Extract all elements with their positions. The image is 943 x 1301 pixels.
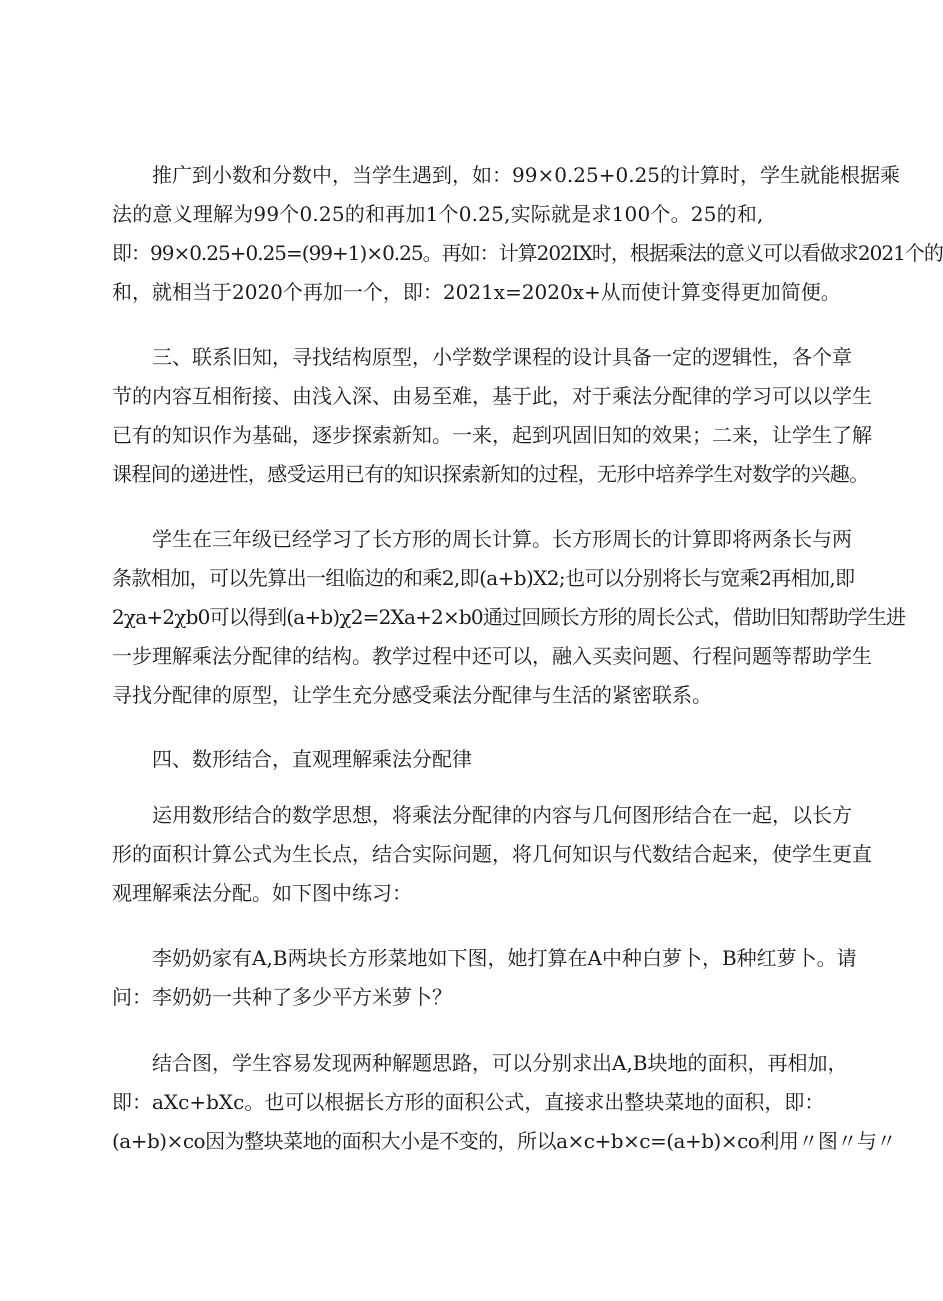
- text-line: 寻找分配律的原型，让学生充分感受乘法分配律与生活的紧密联系。: [112, 683, 712, 707]
- text-line: 2χa+2χb0可以得到(a+b)χ2=2Xa+2×b0通过回顾长方形的周长公式，借助旧知帮助学生进: [112, 605, 906, 629]
- text-line: 运用数形结合的数学思想，将乘法分配律的内容与几何图形结合在一起，以长方: [152, 803, 852, 827]
- text-line: 四、数形结合，直观理解乘法分配律: [152, 747, 472, 771]
- section-heading-four: [112, 740, 812, 779]
- text-line: 法的意义理解为99个0.25的和再加1个0.25,实际就是求100个。25的和,: [112, 202, 764, 226]
- text-line: 三、联系旧知，寻找结构原型，小学数学课程的设计具备一定的逻辑性，各个章: [152, 345, 852, 369]
- text-line: 即：99×0.25+0.25=(99+1)×0.25。再如：计算202IX时，根据乘法的意义可以看做求2021个的: [112, 241, 943, 265]
- text-line: 李奶奶家有A,B两块长方形菜地如下图，她打算在A中种白萝卜，B种红萝卜。请: [152, 946, 857, 970]
- text-line: 课程间的递进性，感受运用已有的知识探索新知的过程，无形中培养学生对数学的兴趣。: [112, 462, 869, 486]
- text-line: (a+b)×co因为整块菜地的面积大小是不变的，所以a×c+b×c=(a+b)×co利用〃图〃与〃: [112, 1129, 896, 1153]
- paragraph-section-three: [112, 338, 872, 494]
- text-line: 一步理解乘法分配律的结构。教学过程中还可以，融入买卖问题、行程问题等帮助学生: [112, 644, 872, 668]
- paragraph-number-shape: [112, 796, 872, 913]
- paragraph-decimals-fractions: [112, 156, 943, 312]
- text-line: 即：aXc+bXc。也可以根据长方形的面积公式，直接求出整块菜地的面积，即：: [112, 1090, 825, 1114]
- text-line: 问：李奶奶一共种了多少平方米萝卜？: [112, 985, 452, 1009]
- paragraph-perimeter: [112, 520, 906, 715]
- text-line: 条款相加，可以先算出一组临边的和乘2,即(a+b)X2;也可以分别将长与宽乘2再相加,即: [112, 566, 855, 590]
- text-line: 节的内容互相衔接、由浅入深、由易至难，基于此，对于乘法分配律的学习可以以学生: [112, 384, 872, 408]
- text-line: 观理解乘法分配。如下图中练习：: [112, 881, 412, 905]
- paragraph-solution: [112, 1044, 896, 1161]
- text-line: 形的面积计算公式为生长点，结合实际问题，将几何知识与代数结合起来，使学生更直: [112, 842, 872, 866]
- paragraph-exercise: [112, 939, 857, 1017]
- text-line: 学生在三年级已经学习了长方形的周长计算。长方形周长的计算即将两条长与两: [152, 527, 852, 551]
- text-line: 已有的知识作为基础，逐步探索新知。一来，起到巩固旧知的效果；二来，让学生了解: [112, 423, 872, 447]
- text-line: 结合图，学生容易发现两种解题思路，可以分别求出A,B块地的面积，再相加，: [152, 1051, 848, 1075]
- text-line: 和，就相当于2020个再加一个，即：2021x=2020x+从而使计算变得更加简便。: [112, 280, 841, 304]
- text-line: 推广到小数和分数中，当学生遇到，如：99×0.25+0.25的计算时，学生就能根据乘: [152, 163, 901, 187]
